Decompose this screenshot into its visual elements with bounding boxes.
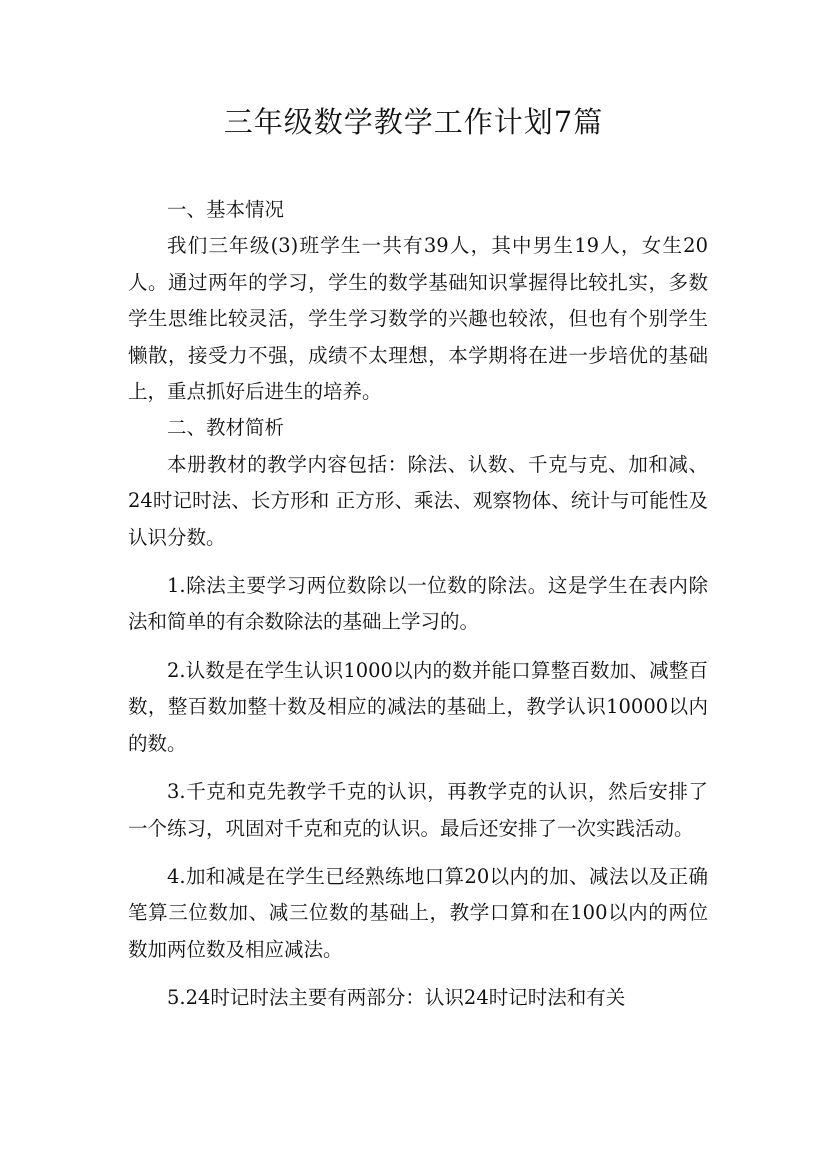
paragraph-item-1-division: 1.除法主要学习两位数除以一位数的除法。这是学生在表内除法和简单的有余数除法的基础上学习的。: [128, 574, 708, 634]
paragraph-basic-situation: 我们三年级(3)班学生一共有39人，其中男生19人，女生20人。通过两年的学习，学生的数学基础知识掌握得比较扎实，多数学生思维比较灵活，学生学习数学的兴趣也较浓，但也有个别学生懒散，接受力不强，成绩不太理想，本学期将在进一步培优的基础上，重点抓好后进生的培养。: [128, 234, 708, 404]
paragraph-item-3-kilogram-gram: 3.千克和克先教学千克的认识，再教学克的认识，然后安排了一个练习，巩固对千克和克的认识。最后还安排了一次实践活动。: [128, 780, 708, 840]
paragraph-textbook-contents: 本册教材的教学内容包括：除法、认数、千克与克、加和减、24时记时法、长方形和 正方形、乘法、观察物体、统计与可能性及认识分数。: [128, 452, 708, 549]
paragraph-item-2-numbers: 2.认数是在学生认识1000以内的数并能口算整百数加、减整百数，整百数加整十数及相应的减法的基础上，教学认识10000以内的数。: [128, 658, 708, 755]
section-heading-textbook-analysis: 二、教材简析: [167, 416, 285, 440]
paragraph-item-5-24-hour-time: 5.24时记时法主要有两部分：认识24时记时法和有关: [167, 986, 626, 1010]
document-body: [128, 192, 708, 1017]
section-heading-basic-situation: 一、基本情况: [167, 198, 285, 221]
paragraph-item-4-addition-subtraction: 4.加和减是在学生已经熟练地口算20以内的加、减法以及正确笔算三位数加、减三位数的基础上，教学口算和在100以内的两位数加两位数及相应减法。: [128, 864, 708, 961]
document-title: 三年级数学教学工作计划7篇: [223, 105, 604, 139]
